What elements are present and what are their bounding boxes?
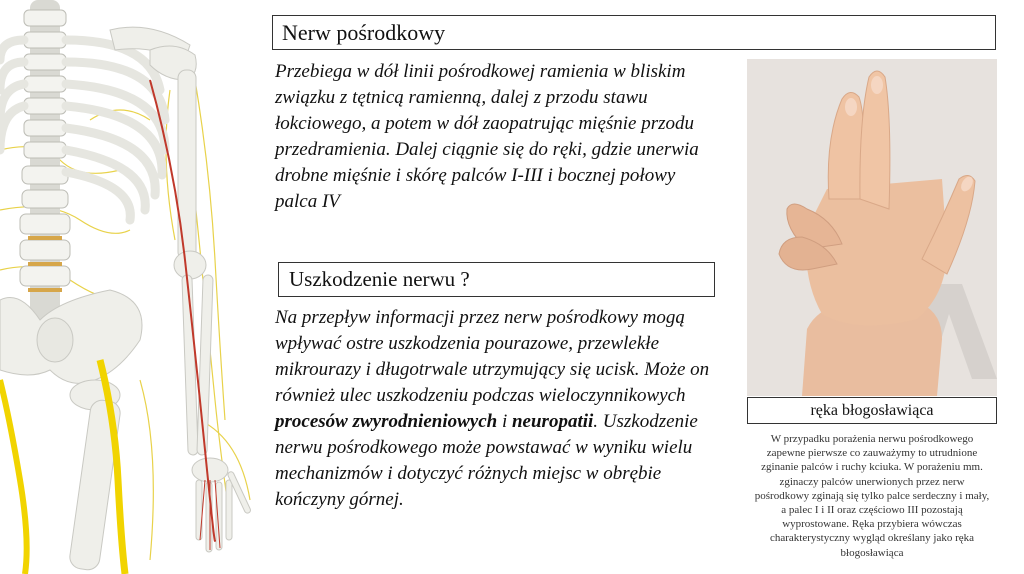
nerve-description: Przebiega w dół linii pośrodkowej ramienia w bliskim związku z tętnicą ramienną, dalej z przodu stawu łokciowego, a potem w dół zaopatrując mięśnie przodu przedramienia. Dalej ciągnie się do ręki, gdzie unerwia drobne mięśnie i skórę palców I-III i bocznej połowy palca IV	[275, 61, 699, 212]
photo-note: W przypadku porażenia nerwu pośrodkowego zapewne pierwsze co zauważymy to utrudnione zginanie palców i ruchy kciuka. W porażeniu mm. zginaczy palców unerwionych przez nerw pośrodkowy zginają się tylko palce serdeczny i mały, a palec I i II oraz częściowo III pozostają wyprostowane. Ręka przybiera wówczas charakterystyczny wygląd określany jako ręka błogosławiąca	[754, 433, 990, 559]
spine	[20, 0, 70, 330]
damage-text-mid: i	[497, 411, 512, 432]
damage-bold-neuropathy: neuropatii	[511, 411, 594, 432]
skeleton-nerve-illustration	[0, 0, 262, 574]
sciatic-nerve-left	[0, 380, 27, 574]
section-heading: Uszkodzenie nerwu ?	[278, 262, 715, 297]
damage-text-before: Na przepływ informacji przez nerw pośrodkowy mogą wpływać ostre uszkodzenia pourazowe, przewlekłe mikrourazy i długotrwale utrzymujący się ucisk. Może on również ulec uszkodzeniu podczas wieloczynnikowych	[275, 307, 710, 406]
damage-bold-degenerative: procesów zwyrodnieniowych	[275, 411, 498, 432]
photo-caption: ręka błogosławiąca	[747, 397, 997, 424]
blessing-hand-image	[747, 59, 997, 396]
damage-description	[275, 305, 725, 513]
hand-photo	[747, 59, 997, 396]
slide-title: Nerw pośrodkowy	[272, 15, 996, 50]
arm-bones	[110, 27, 251, 552]
damage-text-after: . Uszkodzenie nerwu pośrodkowego może powstawać w wyniku wielu mechanizmów i dotyczyć różnych miejsc w obrębie kończyny górnej.	[275, 411, 698, 510]
